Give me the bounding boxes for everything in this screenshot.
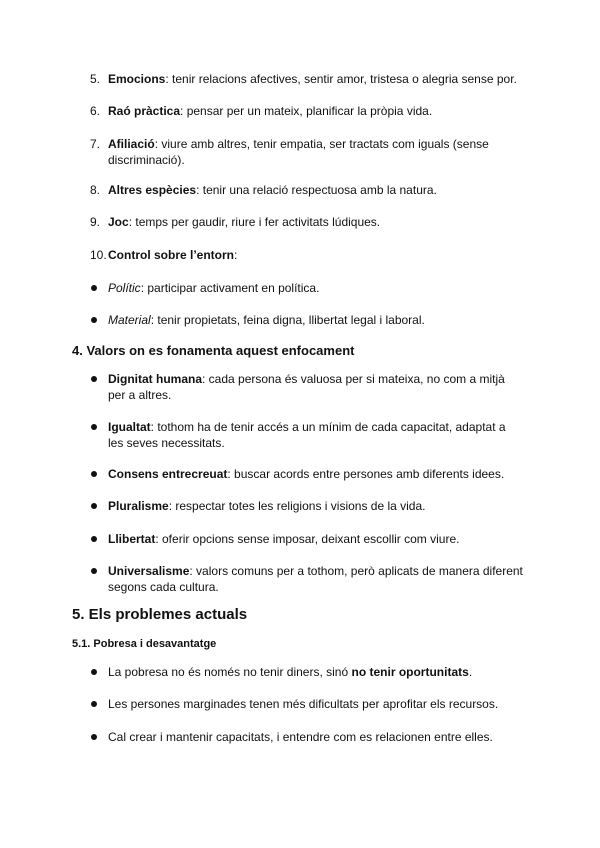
item-term: Raó pràctica <box>108 104 181 118</box>
bullet-icon <box>91 734 97 740</box>
item-text: : viure amb altres, tenir empatia, ser tractats com iguals (sense <box>154 137 489 151</box>
item-term: Polític <box>108 281 141 295</box>
item-term: Altres espècies <box>108 183 197 197</box>
bullet-icon <box>91 317 97 323</box>
item-text: Cal crear i mantenir capacitats, i entendre com es relacionen entre elles. <box>108 730 493 744</box>
item-text-continued: discriminació). <box>108 153 185 167</box>
bullet-icon <box>91 424 97 430</box>
bullet-icon <box>91 285 97 291</box>
bullet-icon <box>91 568 97 574</box>
item-text: : <box>234 248 238 262</box>
item-text: : tenir una relació respectuosa amb la natura. <box>196 183 437 197</box>
item-text-continued: segons cada cultura. <box>108 580 219 594</box>
bullet-icon <box>91 701 97 707</box>
item-text: : pensar per un mateix, planificar la pròpia vida. <box>180 104 433 118</box>
item-text: : cada persona és valuosa per si mateixa, no com a mitjà <box>202 372 505 386</box>
item-text: : tothom ha de tenir accés a un mínim de cada capacitat, adaptat a <box>150 420 506 434</box>
item-text-end: . <box>468 665 473 679</box>
subsection-heading: 5.1. Pobresa i desavantatge <box>72 638 217 650</box>
item-number: 10. <box>90 248 107 262</box>
item-text-continued: les seves necessitats. <box>108 436 225 450</box>
item-text: : tenir relacions afectives, sentir amor, tristesa o alegria sense por. <box>165 72 517 86</box>
item-term: Joc <box>108 215 129 229</box>
bullet-icon <box>91 536 97 542</box>
item-number: 7. <box>90 137 101 151</box>
section-heading: 4. Valors on es fonamenta aquest enfocament <box>72 343 355 358</box>
item-term: Dignitat humana <box>108 372 203 386</box>
bullet-icon <box>91 471 97 477</box>
item-number: 8. <box>90 183 101 197</box>
item-term: Afiliació <box>108 137 155 151</box>
item-term: Emocions <box>108 72 166 86</box>
item-text: : buscar acords entre persones amb diferents idees. <box>227 467 505 481</box>
bullet-icon <box>91 376 97 382</box>
item-term: Control sobre l’entorn <box>108 248 234 262</box>
item-term: Material <box>108 313 151 327</box>
item-text: : valors comuns per a tothom, però aplicats de manera diferent <box>189 564 523 578</box>
item-term: Igualtat <box>108 420 151 434</box>
item-term: Llibertat <box>108 532 156 546</box>
item-emphasis: no tenir oportunitats <box>351 665 469 679</box>
item-term: Pluralisme <box>108 499 169 513</box>
section-heading: 5. Els problemes actuals <box>72 606 248 623</box>
item-text: : participar activament en política. <box>140 281 320 295</box>
item-number: 5. <box>90 72 101 86</box>
item-text: Les persones marginades tenen més dificultats per aprofitar els recursos. <box>108 697 499 711</box>
item-text: : tenir propietats, feina digna, llibertat legal i laboral. <box>150 313 425 327</box>
item-text-continued: per a altres. <box>108 388 172 402</box>
item-text: : respectar totes les religions i visions de la vida. <box>168 499 426 513</box>
item-text: : temps per gaudir, riure i fer activitats lúdiques. <box>128 215 381 229</box>
item-text: La pobresa no és només no tenir diners, sinó <box>108 665 352 679</box>
bullet-icon <box>91 669 97 675</box>
item-term: Universalisme <box>108 564 190 578</box>
bullet-icon <box>91 503 97 509</box>
item-text: : oferir opcions sense imposar, deixant escollir com viure. <box>155 532 460 546</box>
item-number: 6. <box>90 104 101 118</box>
item-number: 9. <box>90 215 101 229</box>
item-term: Consens entrecreuat <box>108 467 228 481</box>
